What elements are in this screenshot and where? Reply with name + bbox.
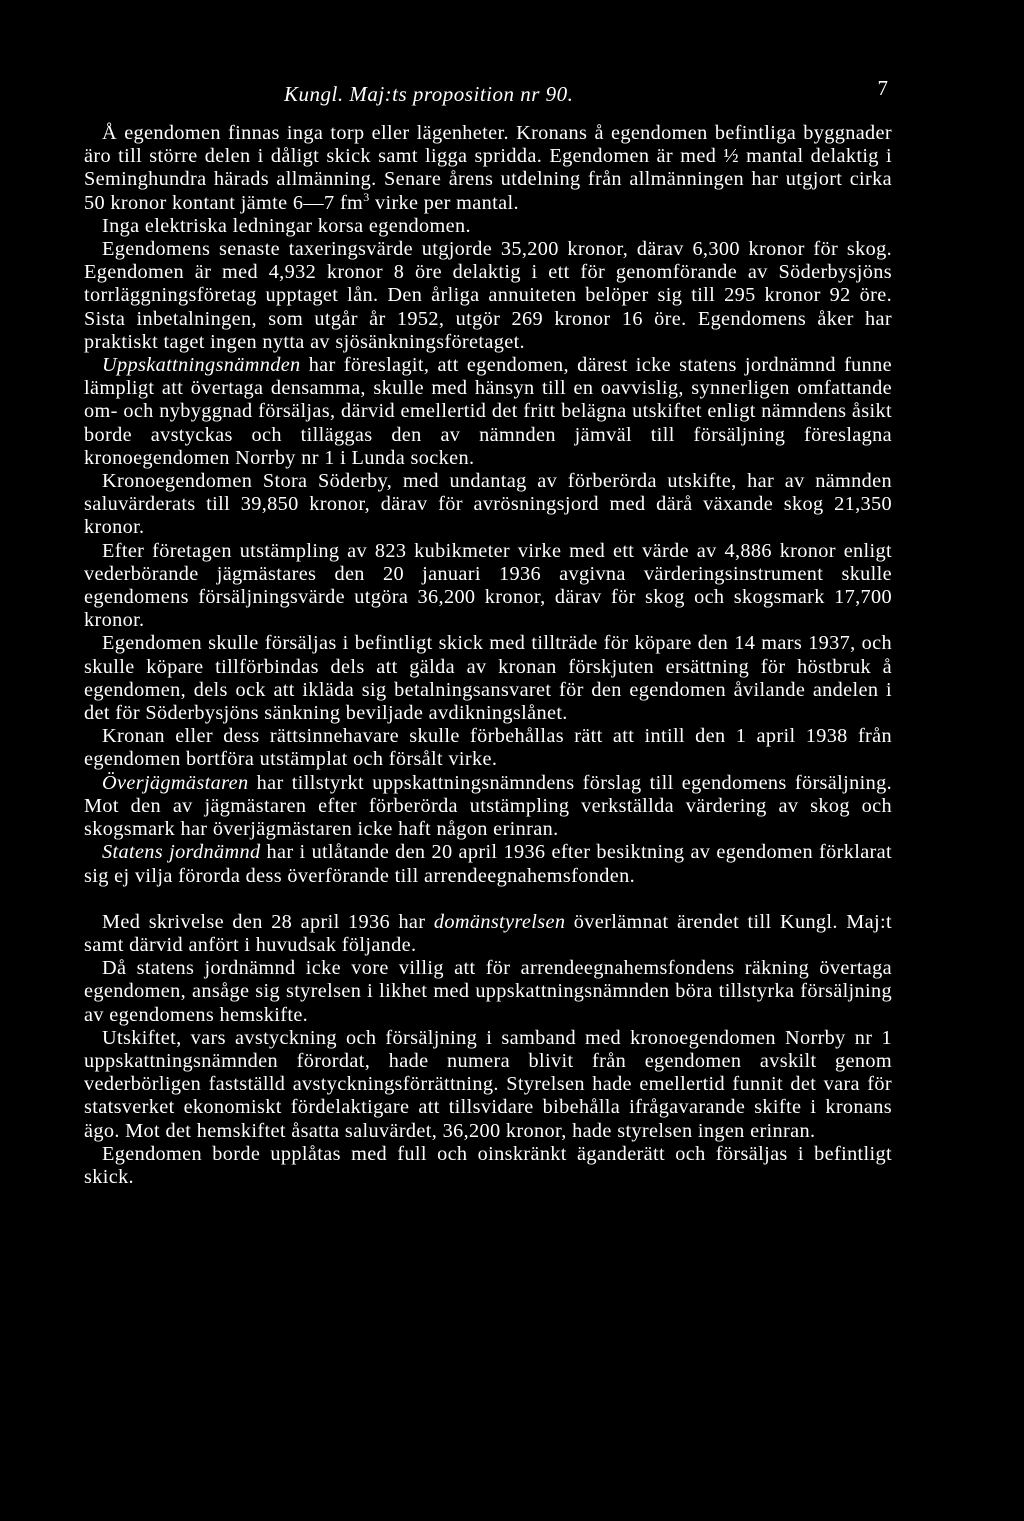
paragraph-1: Å egendomen finnas inga torp eller lägenheter. Kronans å egendomen befintliga byggnader äro till större delen i dåligt skick samt ligga spridda. Egendomen är med ½ mantal delaktig i Seminghundra härads allmänning. Senare årens utdelning från allmänningen har utgjort cirka 50 kronor kontant jämte 6—7 $fm^3$ virke per mantal. xyxy=(84,122,892,214)
emphasis-uppskattningsnamnden: Uppskattningsnämnden xyxy=(102,354,301,377)
emphasis-domanstyrelsen: domänstyrelsen xyxy=(433,910,566,933)
document-page xyxy=(84,76,892,1189)
paragraph-14: Egendomen borde upplåtas med full och oinskränkt äganderätt och försäljas i befintligt skick. xyxy=(84,1142,892,1188)
paragraph-13: Utskiftet, vars avstyckning och försäljning i samband med kronoegendomen Norrby nr 1 uppskattningsnämnden förordat, hade numera blivit från egendomen avskilt genom vederbörligen fastställd avstyckningsförrättning. Styrelsen hade emellertid funnit det vara för statsverket ekonomiskt fördelaktigare att tillsvidare bibehålla ifrågavarande skifte i kronans ägo. Mot det hemskiftet åsatta saluvärdet, 36,200 kronor, hade styrelsen ingen erinran. xyxy=(84,1026,892,1142)
paragraph-9: Överjägmästaren har tillstyrkt uppskattningsnämndens förslag till egendomens försäljning. Mot den av jägmästaren efter förberörda utstämpling verkställda värdering av skog och skogsmark har överjägmästaren icke haft någon erinran. xyxy=(84,771,892,841)
paragraph-6: Efter företagen utstämpling av 823 kubikmeter virke med ett värde av 4,886 kronor enligt vederbörande jägmästares den 20 januari 1936 avgivna värderingsinstrument skulle egendomens försäljningsvärde utgöra 36,200 kronor, därav för skog och skogsmark 17,700 kronor. xyxy=(84,539,892,632)
paragraph-7: Egendomen skulle försäljas i befintligt skick med tillträde för köpare den 14 mars 1937, och skulle köpare tillförbindas dels att gälda av kronan förskjuten ersättning för höstbruk å egendomen, dels ock att ikläda sig betalningsansvaret för den egendomen åvilande andelen i det för Söderbysjöns sänkning beviljade avdikningslånet. xyxy=(84,632,892,725)
paragraph-10: Statens jordnämnd har i utlåtande den 20 april 1936 efter besiktning av egendomen förklarat sig ej vilja förorda dess överförande till arrendeegnahemsfonden. xyxy=(84,841,892,887)
page-number: 7 xyxy=(877,76,888,100)
paragraph-3: Egendomens senaste taxeringsvärde utgjorde 35,200 kronor, därav 6,300 kronor för skog. Egendomen är med 4,932 kronor 8 öre delaktig i ett för genomförande av Söderbysjöns torrläggningsföretag upptaget lån. Den årliga annuiteten belöper sig till 295 kronor 92 öre. Sista inbetalningen, som utgår år 1952, utgör 269 kronor 16 öre. Egendomens åker har praktiskt taget ingen nytta av sjösänkningsföretaget. xyxy=(84,238,892,353)
paragraph-5: Kronoegendomen Stora Söderby, med undantag av förberörda utskifte, har av nämnden saluvärderats till 39,850 kronor, därav för avrösningsjord med därå växande skog 21,350 kronor. xyxy=(84,470,892,539)
running-title: Kungl. Maj:ts proposition nr 90. xyxy=(284,82,574,106)
paragraph-4: Uppskattningsnämnden har föreslagit, att egendomen, därest icke statens jordnämnd funne lämpligt att övertaga densamma, skulle med hänsyn till en oavvislig, synnerligen omfattande om- och nybyggnad försäljas, därvid emellertid det fritt belägna utskiftet enligt nämndens åsikt borde avstyckas och tilläggas den av nämnden jämväl till försäljning föreslagna kronoegendomen Norrby nr 1 i Lunda socken. xyxy=(84,354,892,469)
paragraph-2: Inga elektriska ledningar korsa egendomen. xyxy=(102,214,471,237)
superscript: 3 xyxy=(363,189,370,204)
page-header xyxy=(84,76,892,118)
emphasis-statens-jordnamnd: Statens jordnämnd xyxy=(102,841,261,864)
body-text xyxy=(84,122,892,1189)
paragraph-8: Kronan eller dess rättsinnehavare skulle förbehållas rätt att intill den 1 april 1938 från egendomen bortföra utstämplat och försålt virke. xyxy=(84,725,892,771)
paragraph-12: Då statens jordnämnd icke vore villig att för arrendeegnahemsfondens räkning övertaga egendomen, ansåge sig styrelsen i likhet med uppskattningsnämnden böra tillstyrka försäljning av egendomens hemskifte. xyxy=(84,957,892,1026)
emphasis-overjagmastaren: Överjägmästaren xyxy=(102,771,249,794)
paragraph-11: Med skrivelse den 28 april 1936 har domänstyrelsen överlämnat ärendet till Kungl. Maj:t samt därvid anfört i huvudsak följande. xyxy=(84,910,892,956)
